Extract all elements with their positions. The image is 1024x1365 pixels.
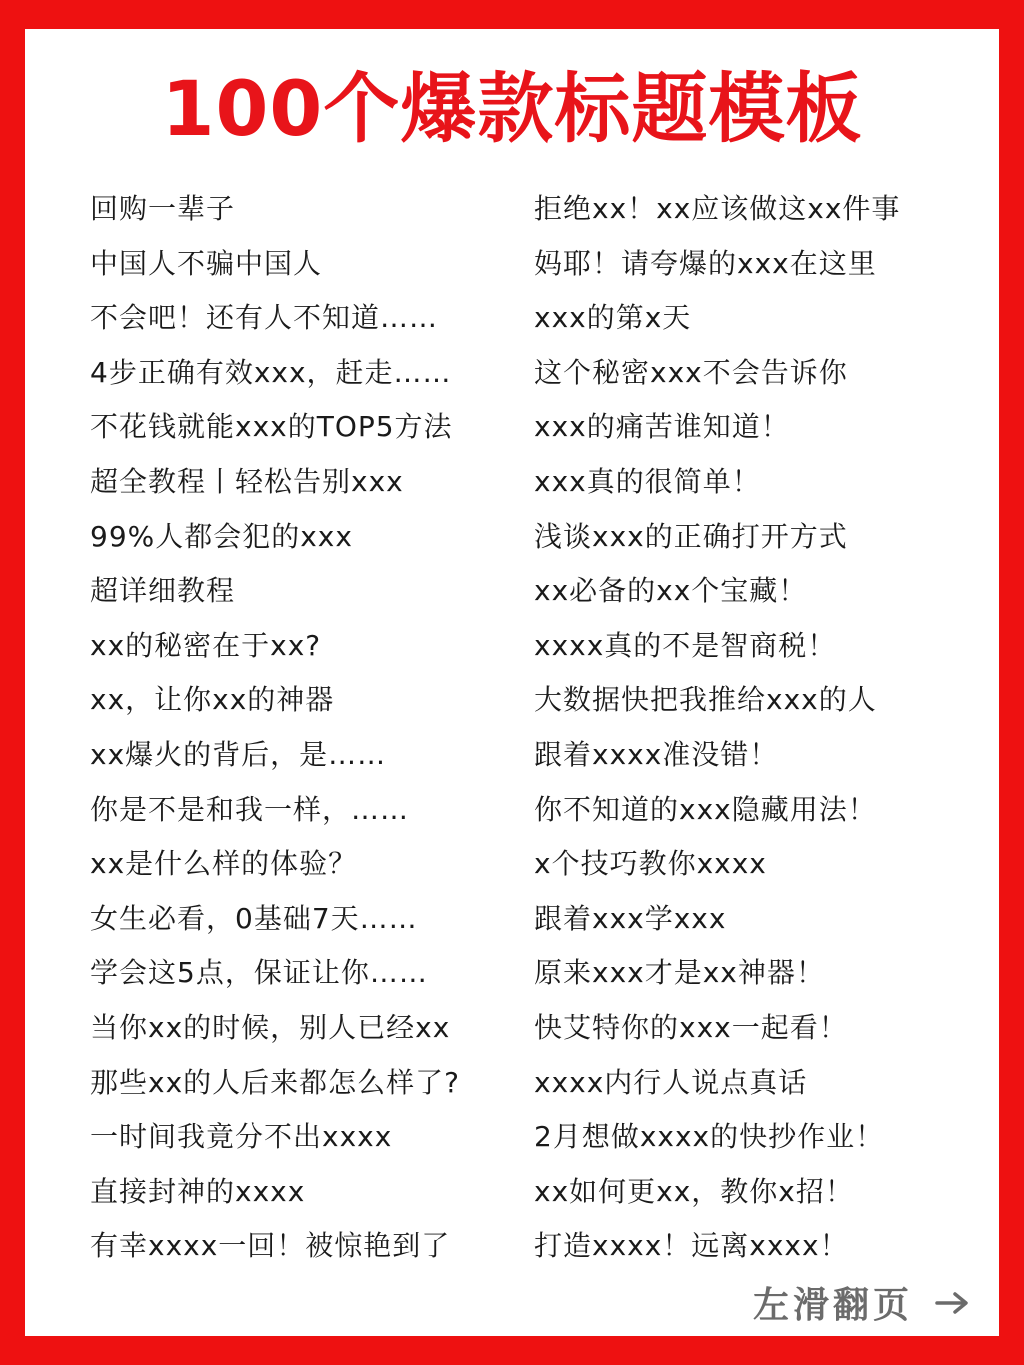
list-item: 99%人都会犯的xxx: [90, 519, 353, 553]
content-card: [25, 29, 999, 1336]
list-item: xxx的痛苦谁知道！: [534, 410, 790, 444]
list-item: 女生必看，0基础7天……: [90, 901, 418, 935]
list-item: x个技巧教你xxxx: [534, 847, 767, 881]
list-item: 你是不是和我一样，……: [90, 792, 410, 826]
list-item: 直接封神的xxxx: [90, 1174, 306, 1208]
list-item: 拒绝xx！xx应该做这xx件事: [534, 192, 901, 225]
list-item: 超详细教程: [90, 574, 236, 608]
page-title: 100个爆款标题模板: [161, 64, 863, 153]
list-item: 当你xx的时候，别人已经xx: [90, 1010, 451, 1044]
list-item: xxx的第x天: [534, 301, 692, 335]
swipe-hint-label: 左滑翻页: [752, 1285, 913, 1326]
left-title-list: [90, 182, 520, 1274]
list-item: 一时间我竟分不出xxxx: [90, 1120, 393, 1154]
right-title-list: [534, 182, 974, 1274]
list-item: 快艾特你的xxx一起看！: [534, 1010, 848, 1044]
list-item: xx爆火的背后，是……: [90, 737, 387, 771]
arrow-right-icon: [935, 1291, 969, 1315]
list-item: xx如何更xx，教你x招！: [534, 1174, 854, 1208]
list-item: 不会吧！还有人不知道……: [90, 301, 439, 335]
list-item: xxxx内行人说点真话: [534, 1065, 808, 1099]
list-item: xx，让你xx的神器: [90, 683, 335, 717]
list-item: 大数据快把我推给xxx的人: [534, 683, 877, 717]
list-item: 中国人不骗中国人: [90, 246, 323, 280]
list-item: xx的秘密在于xx?: [90, 628, 322, 662]
list-item: xxx真的很简单！: [534, 464, 761, 498]
list-item: 原来xxx才是xx神器！: [534, 956, 825, 990]
list-item: 跟着xxx学xxx: [534, 901, 727, 935]
list-item: xxxx真的不是智商税！: [534, 628, 837, 662]
list-item: 打造xxxx！远离xxxx！: [534, 1229, 849, 1263]
list-item: 有幸xxxx一回！被惊艳到了: [90, 1229, 451, 1263]
list-item: 那些xx的人后来都怎么样了?: [90, 1065, 461, 1099]
list-item: 浅谈xxx的正确打开方式: [534, 519, 848, 553]
list-item: 4步正确有效xxx，赶走……: [90, 355, 452, 389]
list-item: 回购一辈子: [90, 192, 236, 225]
list-item: 妈耶！请夸爆的xxx在这里: [534, 246, 877, 280]
list-item: 跟着xxxx准没错！: [534, 737, 779, 771]
swipe-hint[interactable]: [753, 1277, 969, 1328]
list-item: 不花钱就能xxx的TOP5方法: [90, 410, 453, 444]
list-item: 2月想做xxxx的快抄作业！: [534, 1120, 885, 1154]
list-item: xx是什么样的体验？: [90, 847, 358, 881]
list-item: 你不知道的xxx隐藏用法！: [534, 792, 877, 826]
list-item: 这个秘密xxx不会告诉你: [534, 355, 848, 389]
list-item: xx必备的xx个宝藏！: [534, 574, 808, 608]
list-item: 超全教程丨轻松告别xxx: [90, 464, 404, 498]
list-item: 学会这5点，保证让你……: [90, 956, 428, 990]
